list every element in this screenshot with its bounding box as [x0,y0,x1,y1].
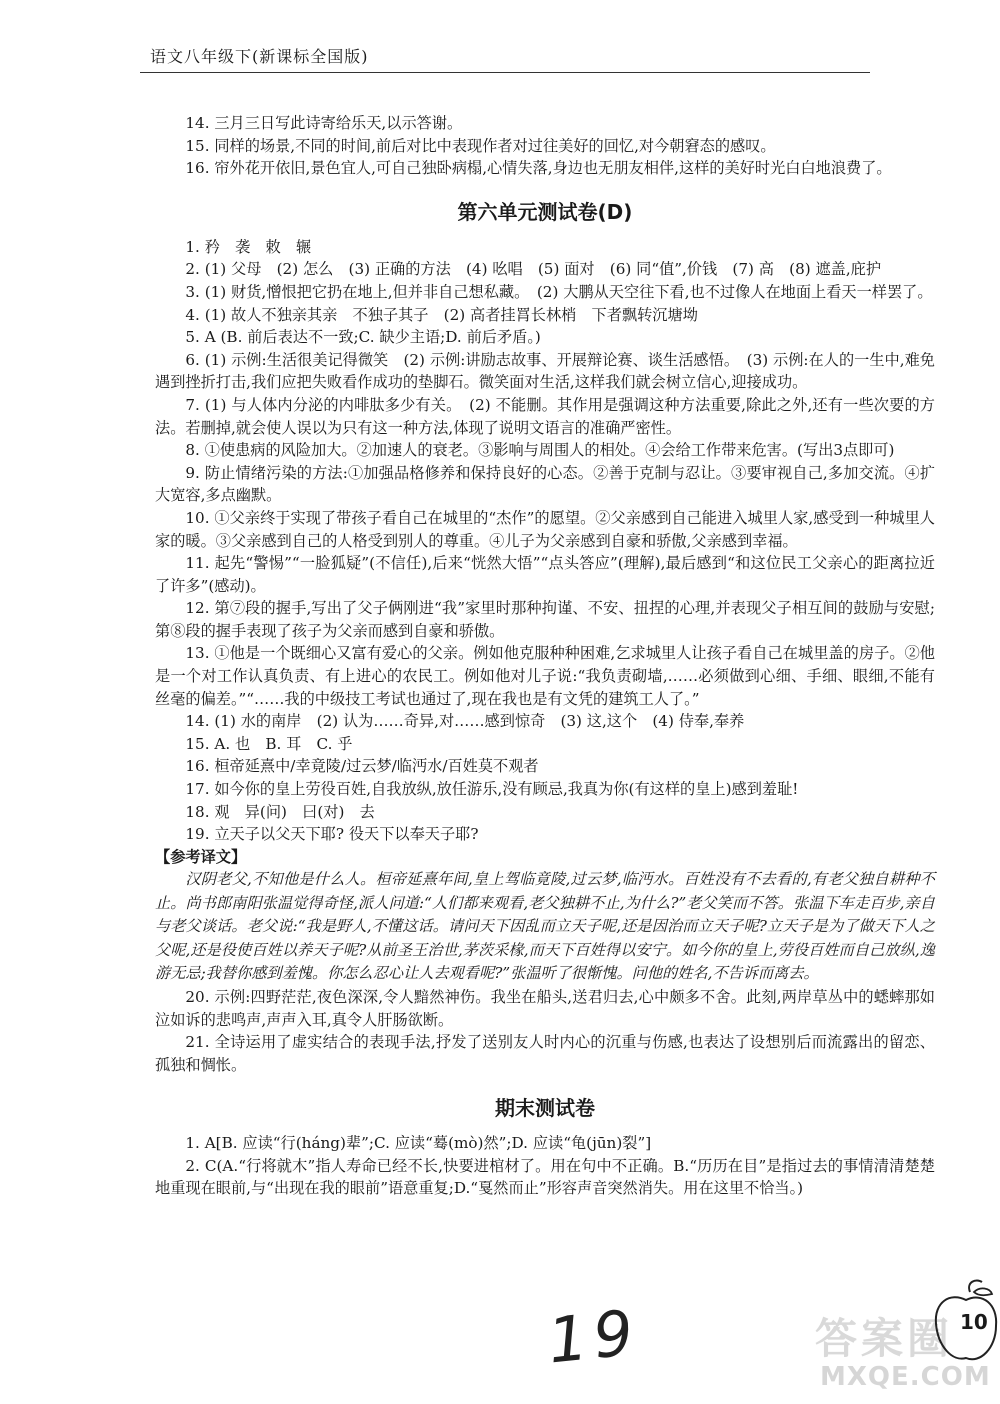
answer-item: 4. (1) 故人不独亲其亲 不独子其子 (2) 高者挂罥长林梢 下者飘转沉塘坳 [185,305,698,324]
answer-item: 19. 立天子以父天下耶? 役天下以奉天子耶? [185,825,479,844]
answer-item: 18. 观 异(问) 曰(对) 去 [185,802,375,821]
watermark-logo: 答案圈 [815,1314,954,1363]
page-number: 10 [960,1310,988,1334]
answer-content [155,112,935,1200]
answer-item: 16. 桓帝延熹中/幸竟陵/过云梦/临沔水/百姓莫不观者 [185,757,539,776]
reference-translation-label: 【参考译文】 [155,847,247,866]
reference-translation: 汉阴老父,不知他是什么人。桓帝延熹年间,皇上驾临竟陵,过云梦,临沔水。百姓没有不去看的,有老父独自耕种不止。尚书郎南阳张温觉得奇怪,派人问道:“人们都来观看,老父独耕不止,为什么?”老父笑而不答。张温下车走百步,亲自与老父谈话。老父说:“我是野人,不懂这话。请问天下因乱而立天子呢,还是因治而立天子呢?立天子是为了做天下人之父呢,还是役使百姓以养天子呢?从前圣王治世,茅茨采椽,而天下百姓得以安宁。如今你的皇上,劳役百姓而自己放纵,逸游无忌;我替你感到羞愧。你怎么忍心让人去观看呢?”张温听了很惭愧。问他的姓名,不告诉而离去。 [155,870,935,983]
answer-item: 3. (1) 财货,憎恨把它扔在地上,但并非自己想私藏。 (2) 大鹏从天空往下看,也不过像人在地面上看天一样罢了。 [185,282,933,301]
answer-item: 11. 起先“警惕”“一脸狐疑”(不信任),后来“恍然大悟”“点头答应”(理解),最后感到“和这位民工父亲心的距离拉近了许多”(感动)。 [155,554,935,595]
answer-item: 15. A. 也 B. 耳 C. 乎 [185,734,353,753]
answer-item: 14. 三月三日写此诗寄给乐天,以示答谢。 [185,114,463,132]
running-header: 语文八年级下(新课标全国版) [150,47,369,66]
answer-item: 1. 矜 袭 敕 辗 [185,237,312,256]
answer-item: 13. ①他是一个既细心又富有爱心的父亲。例如他克服种种困难,乞求城里人让孩子看自己在城里盖的房子。②他是一个对工作认真负责、有上进心的农民工。例如他对儿子说:“我负责砌墙,……必须做到心细、手细、眼细,不能有丝毫的偏差。”“……我的中级技工考试也通过了,现在我也是有文凭的建筑工人了。” [155,644,935,708]
answer-item: 12. 第⑦段的握手,写出了父子俩刚进“我”家里时那种拘谨、不安、扭捏的心理,并表现父子相互间的鼓励与安慰;第⑧段的握手表现了孩子为父亲而感到自豪和骄傲。 [155,599,935,640]
answer-item: 14. (1) 水的南岸 (2) 认为……奇异,对……感到惊奇 (3) 这,这个 (4) 侍奉,奉养 [185,712,745,731]
answer-item: 21. 全诗运用了虚实结合的表现手法,抒发了送别友人时内心的沉重与伤感,也表达了设想别后而流露出的留恋、孤独和惆怅。 [155,1033,935,1074]
handwritten-note: 19 [544,1295,643,1378]
section-title-unit6: 第六单元测试卷(D) [457,199,633,224]
section-title-final: 期末测试卷 [495,1096,595,1121]
answer-item: 2. C(A.“行将就木”指人寿命已经不长,快要进棺材了。用在句中不正确。B.“历历在目”是指过去的事情清清楚楚地重现在眼前,与“出现在我的眼前”语意重复;D.“戛然而止”形容声音突然消失。用在这里不恰当。) [155,1156,935,1198]
answer-item: 2. (1) 父母 (2) 怎么 (3) 正确的方法 (4) 吆唱 (5) 面对 (6) 同“值”,价钱 (7) 高 (8) 遮盖,庇护 [185,260,882,279]
answer-item: 1. A[B. 应读“行(háng)辈”;C. 应读“蓦(mò)然”;D. 应读“龟(jūn)裂”] [185,1134,652,1153]
answer-item: 8. ①使患病的风险加大。②加速人的衰老。③影响与周围人的相处。④会给工作带来危害。(写出3点即可) [185,441,895,460]
answer-item: 15. 同样的场景,不同的时间,前后对比中表现作者对过往美好的回忆,对今朝窘态的感叹。 [185,136,776,155]
answer-item: 9. 防止情绪污染的方法:①加强品格修养和保持良好的心态。②善于克制与忍让。③要审视自己,多加交流。④扩大宽容,多点幽默。 [155,463,935,505]
watermark-url: MXQE.COM [820,1362,991,1392]
header-rule [140,72,870,73]
answer-item: 10. ①父亲终于实现了带孩子看自己在城里的“杰作”的愿望。②父亲感到自己能进入城里人家,感受到一种城里人家的暖。③父亲感到自己的人格受到别人的尊重。④儿子为父亲感到自豪和骄傲,父亲感到幸福。 [155,508,935,550]
answer-item: 5. A (B. 前后表达不一致;C. 缺少主语;D. 前后矛盾。) [185,328,541,347]
answer-item: 7. (1) 与人体内分泌的内啡肽多少有关。 (2) 不能删。其作用是强调这种方法重要,除此之外,还有一些次要的方法。若删掉,就会使人误以为只有这一种方法,体现了说明文语言的准确严密性。 [155,395,935,437]
answer-item: 17. 如今你的皇上劳役百姓,自我放纵,放任游乐,没有顾忌,我真为你(有这样的皇上)感到羞耻! [185,780,799,799]
answer-item: 16. 帘外花开依旧,景色宜人,可自己独卧病榻,心情失落,身边也无朋友相伴,这样的美好时光白白地浪费了。 [185,159,892,178]
answer-item: 20. 示例:四野茫茫,夜色深深,令人黯然神伤。我坐在船头,送君归去,心中颇多不舍。此刻,两岸草丛中的蟋蟀那如泣如诉的悲鸣声,声声入耳,真令人肝肠欲断。 [155,987,935,1029]
answer-item: 6. (1) 示例:生活很美记得微笑 (2) 示例:讲励志故事、开展辩论赛、谈生活感悟。 (3) 示例:在人的一生中,难免遇到挫折打击,我们应把失败看作成功的垫脚石。微笑面对生活,这样我们就会树立信心,迎接成功。 [155,350,935,392]
